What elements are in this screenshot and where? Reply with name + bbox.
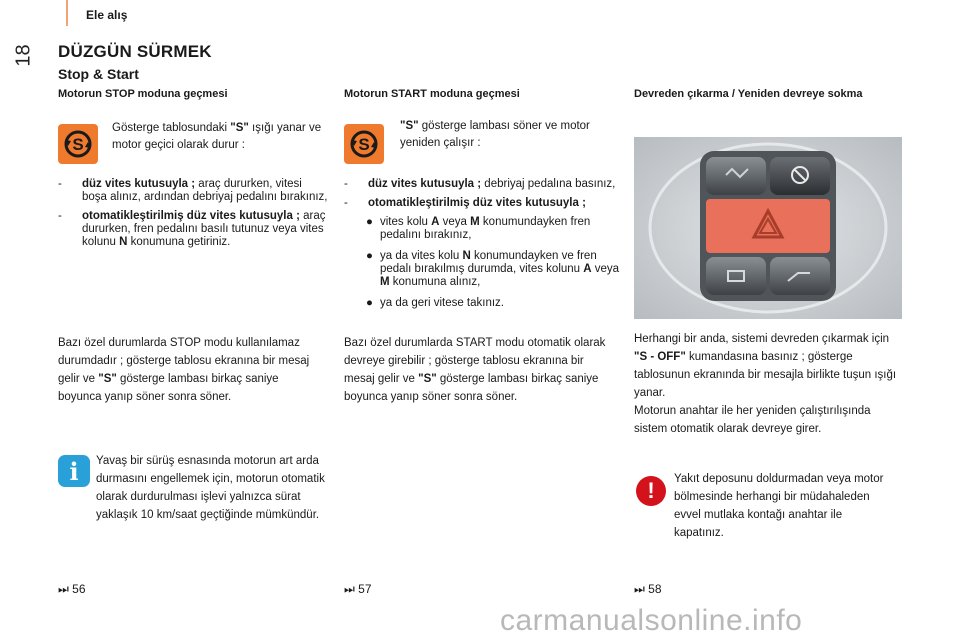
stop-start-s-icon — [344, 124, 384, 164]
sub-list-item: ● ya da vites kolu N konumundayken ve fren pedalı bırakılmış durumda, vites kolunu A veya M konumuna alınız, — [366, 250, 620, 288]
svg-text:S: S — [72, 135, 84, 154]
page-reference-link[interactable]: ⏭ 57 — [344, 582, 372, 596]
list-item: - düz vites kutusuyla ; debriyaj pedalına basınız, — [344, 178, 616, 190]
col2-list — [344, 178, 620, 318]
section-marker-bar — [66, 0, 68, 26]
col2-paragraph: Bazı özel durumlarda START modu otomatik olarak devreye girebilir ; gösterge tablosu ekranına bir mesaj gelir ve "S" gösterge lambası birkaç saniye boyunca yanıp söner sonra söner. — [344, 337, 606, 403]
section-title: Ele alış — [86, 8, 128, 22]
page-title: DÜZGÜN SÜRMEK — [58, 42, 212, 61]
col3-warning-text: Yakıt deposunu doldurmadan veya motor bölmesinde herhangi bir müdahaleden evvel mutlaka kontağı anahtar ile kapatınız. — [674, 473, 884, 539]
watermark: carmanualsonline.info — [500, 604, 803, 637]
col3-paragraph: Herhangi bir anda, sistemi devreden çıkarmak için "S - OFF" kumandasına basınız ; gösterge tablosunun ekranında bir mesajla birlikte tuşun ışığı yanar. Motorun anahtar ile her yeniden çalıştırılışında sistem otomatik olarak devreye girer. — [634, 333, 897, 435]
list-item: - otomatikleştirilmiş düz vites kutusuyla ; — [344, 197, 586, 209]
list-item: - otomatikleştirilmiş düz vites kutusuyla ; araç dururken, fren pedalını basılı tutunuz veya vites kolunu N konumuna getiriniz. — [58, 210, 326, 248]
list-item: - düz vites kutusuyla ; araç dururken, vitesi boşa alınız, ardından debriyaj pedalını bırakınız, — [58, 178, 328, 203]
col1-heading: Motorun STOP moduna geçmesi — [58, 88, 228, 100]
info-icon: i — [58, 455, 90, 487]
page-reference-link[interactable]: ⏭ 56 — [58, 582, 86, 596]
page-subtitle: Stop & Start — [58, 66, 139, 82]
col3-heading: Devreden çıkarma / Yeniden devreye sokma — [634, 88, 863, 100]
page-number: 18 — [12, 44, 35, 67]
sub-list-item: ● ya da geri vitese takınız. — [366, 297, 505, 309]
sub-list-item: ● vites kolu A veya M konumundayken fren pedalını bırakınız, — [366, 216, 591, 241]
warning-icon: ! — [636, 476, 666, 506]
col1-paragraph: Bazı özel durumlarda STOP modu kullanılamaz durumdadır ; gösterge tablosu ekranına bir mesaj gelir ve "S" gösterge lambası birkaç saniye boyunca yanıp söner sonra söner. — [58, 337, 310, 403]
stop-start-s-icon — [58, 124, 98, 164]
col1-icon-text: Gösterge tablosundaki "S" ışığı yanar ve motor geçici olarak durur : — [112, 122, 322, 151]
col2-icon-text: "S" gösterge lambası söner ve motor yeniden çalışır : — [400, 120, 590, 149]
col2-heading: Motorun START moduna geçmesi — [344, 88, 520, 100]
col1-list — [58, 178, 328, 255]
dashboard-switch-photo — [634, 137, 902, 319]
page-reference-link[interactable]: ⏭ 58 — [634, 582, 662, 596]
svg-text:S: S — [358, 135, 370, 154]
col1-info-text: Yavaş bir sürüş esnasında motorun art arda durmasını engellemek için, motorun otomatik olarak durdurulması işlevi yalnızca sürat yaklaşık 10 km/saat geçtiğinde mümkündür. — [96, 455, 325, 521]
